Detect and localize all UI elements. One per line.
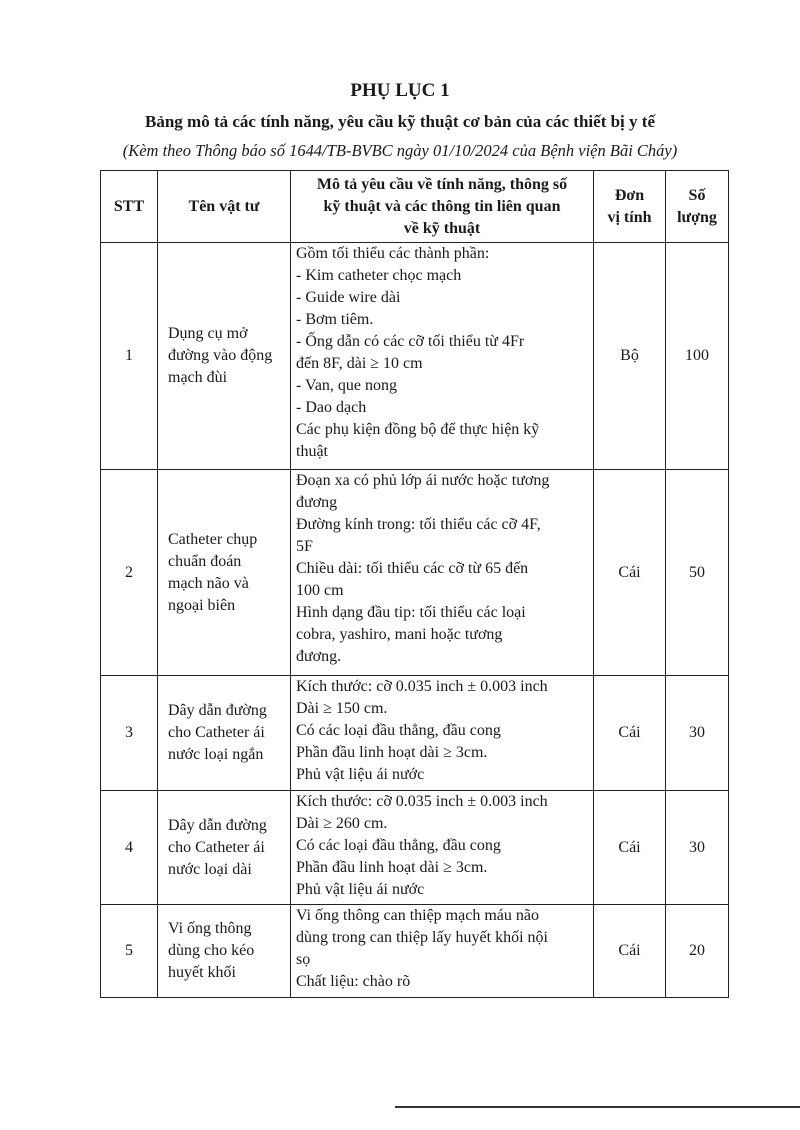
item-name-line: cho Catheter ái	[168, 724, 265, 741]
equipment-table	[100, 170, 729, 998]
cell-stt: 1	[101, 243, 158, 470]
spec-line: - Dao dạch	[296, 399, 367, 416]
header-qty-line: Số	[688, 186, 706, 204]
cell-spec	[291, 791, 594, 905]
cell-spec	[291, 676, 594, 791]
header-unit-line: Đơn	[614, 186, 645, 204]
cell-quantity: 30	[666, 676, 729, 791]
item-name-line: mạch não và	[168, 574, 249, 592]
table-row	[101, 243, 729, 470]
item-name-line: mạch đùi	[168, 369, 228, 386]
spec-line: Kích thước: cỡ 0.035 inch ± 0.003 inch	[296, 793, 548, 810]
cell-spec	[291, 470, 594, 676]
spec-line: đương	[296, 494, 338, 511]
spec-line: đến 8F, dài ≥ 10 cm	[296, 355, 423, 372]
header-name: Tên vật tư	[158, 171, 291, 243]
spec-line: - Ống dẫn có các cỡ tối thiểu từ 4Fr	[296, 333, 525, 350]
spec-line: đương.	[296, 648, 342, 665]
cell-item-name	[158, 243, 291, 470]
document-subtitle: Bảng mô tả các tính năng, yêu cầu kỹ thuật cơ bản của các thiết bị y tế	[145, 112, 655, 131]
header-unit	[594, 171, 666, 243]
spec-line: Kích thước: cỡ 0.035 inch ± 0.003 inch	[296, 678, 548, 695]
item-name-line: Dụng cụ mở	[168, 325, 248, 342]
spec-line: sọ	[296, 951, 311, 968]
item-name-line: Vi ống thông	[168, 920, 252, 937]
cell-unit: Cái	[594, 905, 666, 998]
cell-quantity: 100	[666, 243, 729, 470]
spec-line: Phần đầu linh hoạt dài ≥ 3cm.	[296, 859, 488, 876]
item-name-line: dùng cho kéo	[168, 942, 255, 959]
item-name-line: ngoại biên	[168, 596, 236, 614]
spec-line: Dài ≥ 260 cm.	[296, 815, 388, 832]
spec-line: - Kim catheter chọc mạch	[296, 267, 462, 284]
cell-stt: 2	[101, 470, 158, 676]
spec-line: Đường kính trong: tối thiểu các cỡ 4F,	[296, 516, 541, 533]
item-name-line: cho Catheter ái	[168, 838, 265, 856]
cell-quantity: 50	[666, 470, 729, 676]
cell-spec	[291, 905, 594, 998]
cell-item-name	[158, 676, 291, 791]
spec-line: Chiều dài: tối thiểu các cỡ từ 65 đến	[296, 560, 529, 577]
header-spec	[291, 171, 594, 243]
spec-line: - Bơm tiêm.	[296, 311, 374, 328]
spec-line: Các phụ kiện đồng bộ để thực hiện kỹ	[296, 421, 540, 438]
spec-line: Phủ vật liệu ái nước	[296, 766, 425, 783]
cell-stt: 3	[101, 676, 158, 791]
item-name-line: chuẩn đoán	[168, 552, 242, 570]
bottom-edge-line	[395, 1106, 800, 1108]
spec-line: 100 cm	[296, 582, 344, 599]
spec-line: Có các loại đầu thẳng, đầu cong	[296, 837, 501, 854]
spec-line: - Guide wire dài	[296, 289, 401, 306]
spec-line: Đoạn xa có phủ lớp ái nước hoặc tương	[296, 472, 550, 489]
item-name-line: đường vào động	[168, 347, 273, 364]
cell-unit: Bộ	[594, 243, 666, 470]
item-name-line: Dây dẫn đường	[168, 816, 267, 834]
table-row	[101, 791, 729, 905]
spec-line: Dài ≥ 150 cm.	[296, 700, 388, 717]
header-spec-line: Mô tả yêu cầu về tính năng, thông số	[316, 175, 568, 193]
item-name-line: Catheter chụp	[168, 530, 258, 548]
spec-line: cobra, yashiro, mani hoặc tương	[296, 626, 503, 643]
spec-line: Có các loại đầu thẳng, đầu cong	[296, 722, 501, 739]
header-spec-line: về kỹ thuật	[403, 219, 481, 237]
cell-item-name	[158, 470, 291, 676]
cell-unit: Cái	[594, 676, 666, 791]
cell-spec	[291, 243, 594, 470]
header-unit-line: vị tính	[607, 208, 652, 226]
item-name-line: nước loại ngắn	[168, 746, 264, 763]
spec-line: Vi ống thông can thiệp mạch máu não	[296, 907, 539, 924]
table-header-row	[101, 171, 729, 243]
table-row	[101, 905, 729, 998]
spec-line: dùng trong can thiệp lấy huyết khối nội	[296, 929, 548, 946]
spec-line: thuật	[296, 443, 328, 460]
cell-quantity: 30	[666, 791, 729, 905]
spec-line: - Van, que nong	[296, 377, 398, 394]
header-stt: STT	[101, 171, 158, 243]
table-row	[101, 470, 729, 676]
header-qty-line: lượng	[677, 208, 717, 226]
spec-line: Hình dạng đầu tip: tối thiểu các loại	[296, 604, 526, 621]
item-name-line: huyết khối	[168, 964, 236, 981]
cell-quantity: 20	[666, 905, 729, 998]
cell-item-name	[158, 905, 291, 998]
spec-line: Phủ vật liệu ái nước	[296, 881, 425, 898]
spec-line: 5F	[296, 538, 313, 555]
table-row	[101, 676, 729, 791]
cell-item-name	[158, 791, 291, 905]
spec-line: Gồm tối thiểu các thành phần:	[296, 245, 490, 262]
cell-stt: 5	[101, 905, 158, 998]
cell-stt: 4	[101, 791, 158, 905]
document-title: PHỤ LỤC 1	[350, 80, 450, 101]
header-spec-line: kỹ thuật và các thông tin liên quan	[323, 197, 561, 215]
document-reference: (Kèm theo Thông báo số 1644/TB-BVBC ngày 01/10/2024 của Bệnh viện Bãi Cháy)	[122, 141, 678, 160]
header-qty	[666, 171, 729, 243]
spec-line: Phần đầu linh hoạt dài ≥ 3cm.	[296, 744, 488, 761]
item-name-line: nước loại dài	[168, 860, 252, 878]
spec-line: Chất liệu: chào rõ	[296, 973, 411, 990]
item-name-line: Dây dẫn đường	[168, 702, 267, 719]
cell-unit: Cái	[594, 791, 666, 905]
cell-unit: Cái	[594, 470, 666, 676]
